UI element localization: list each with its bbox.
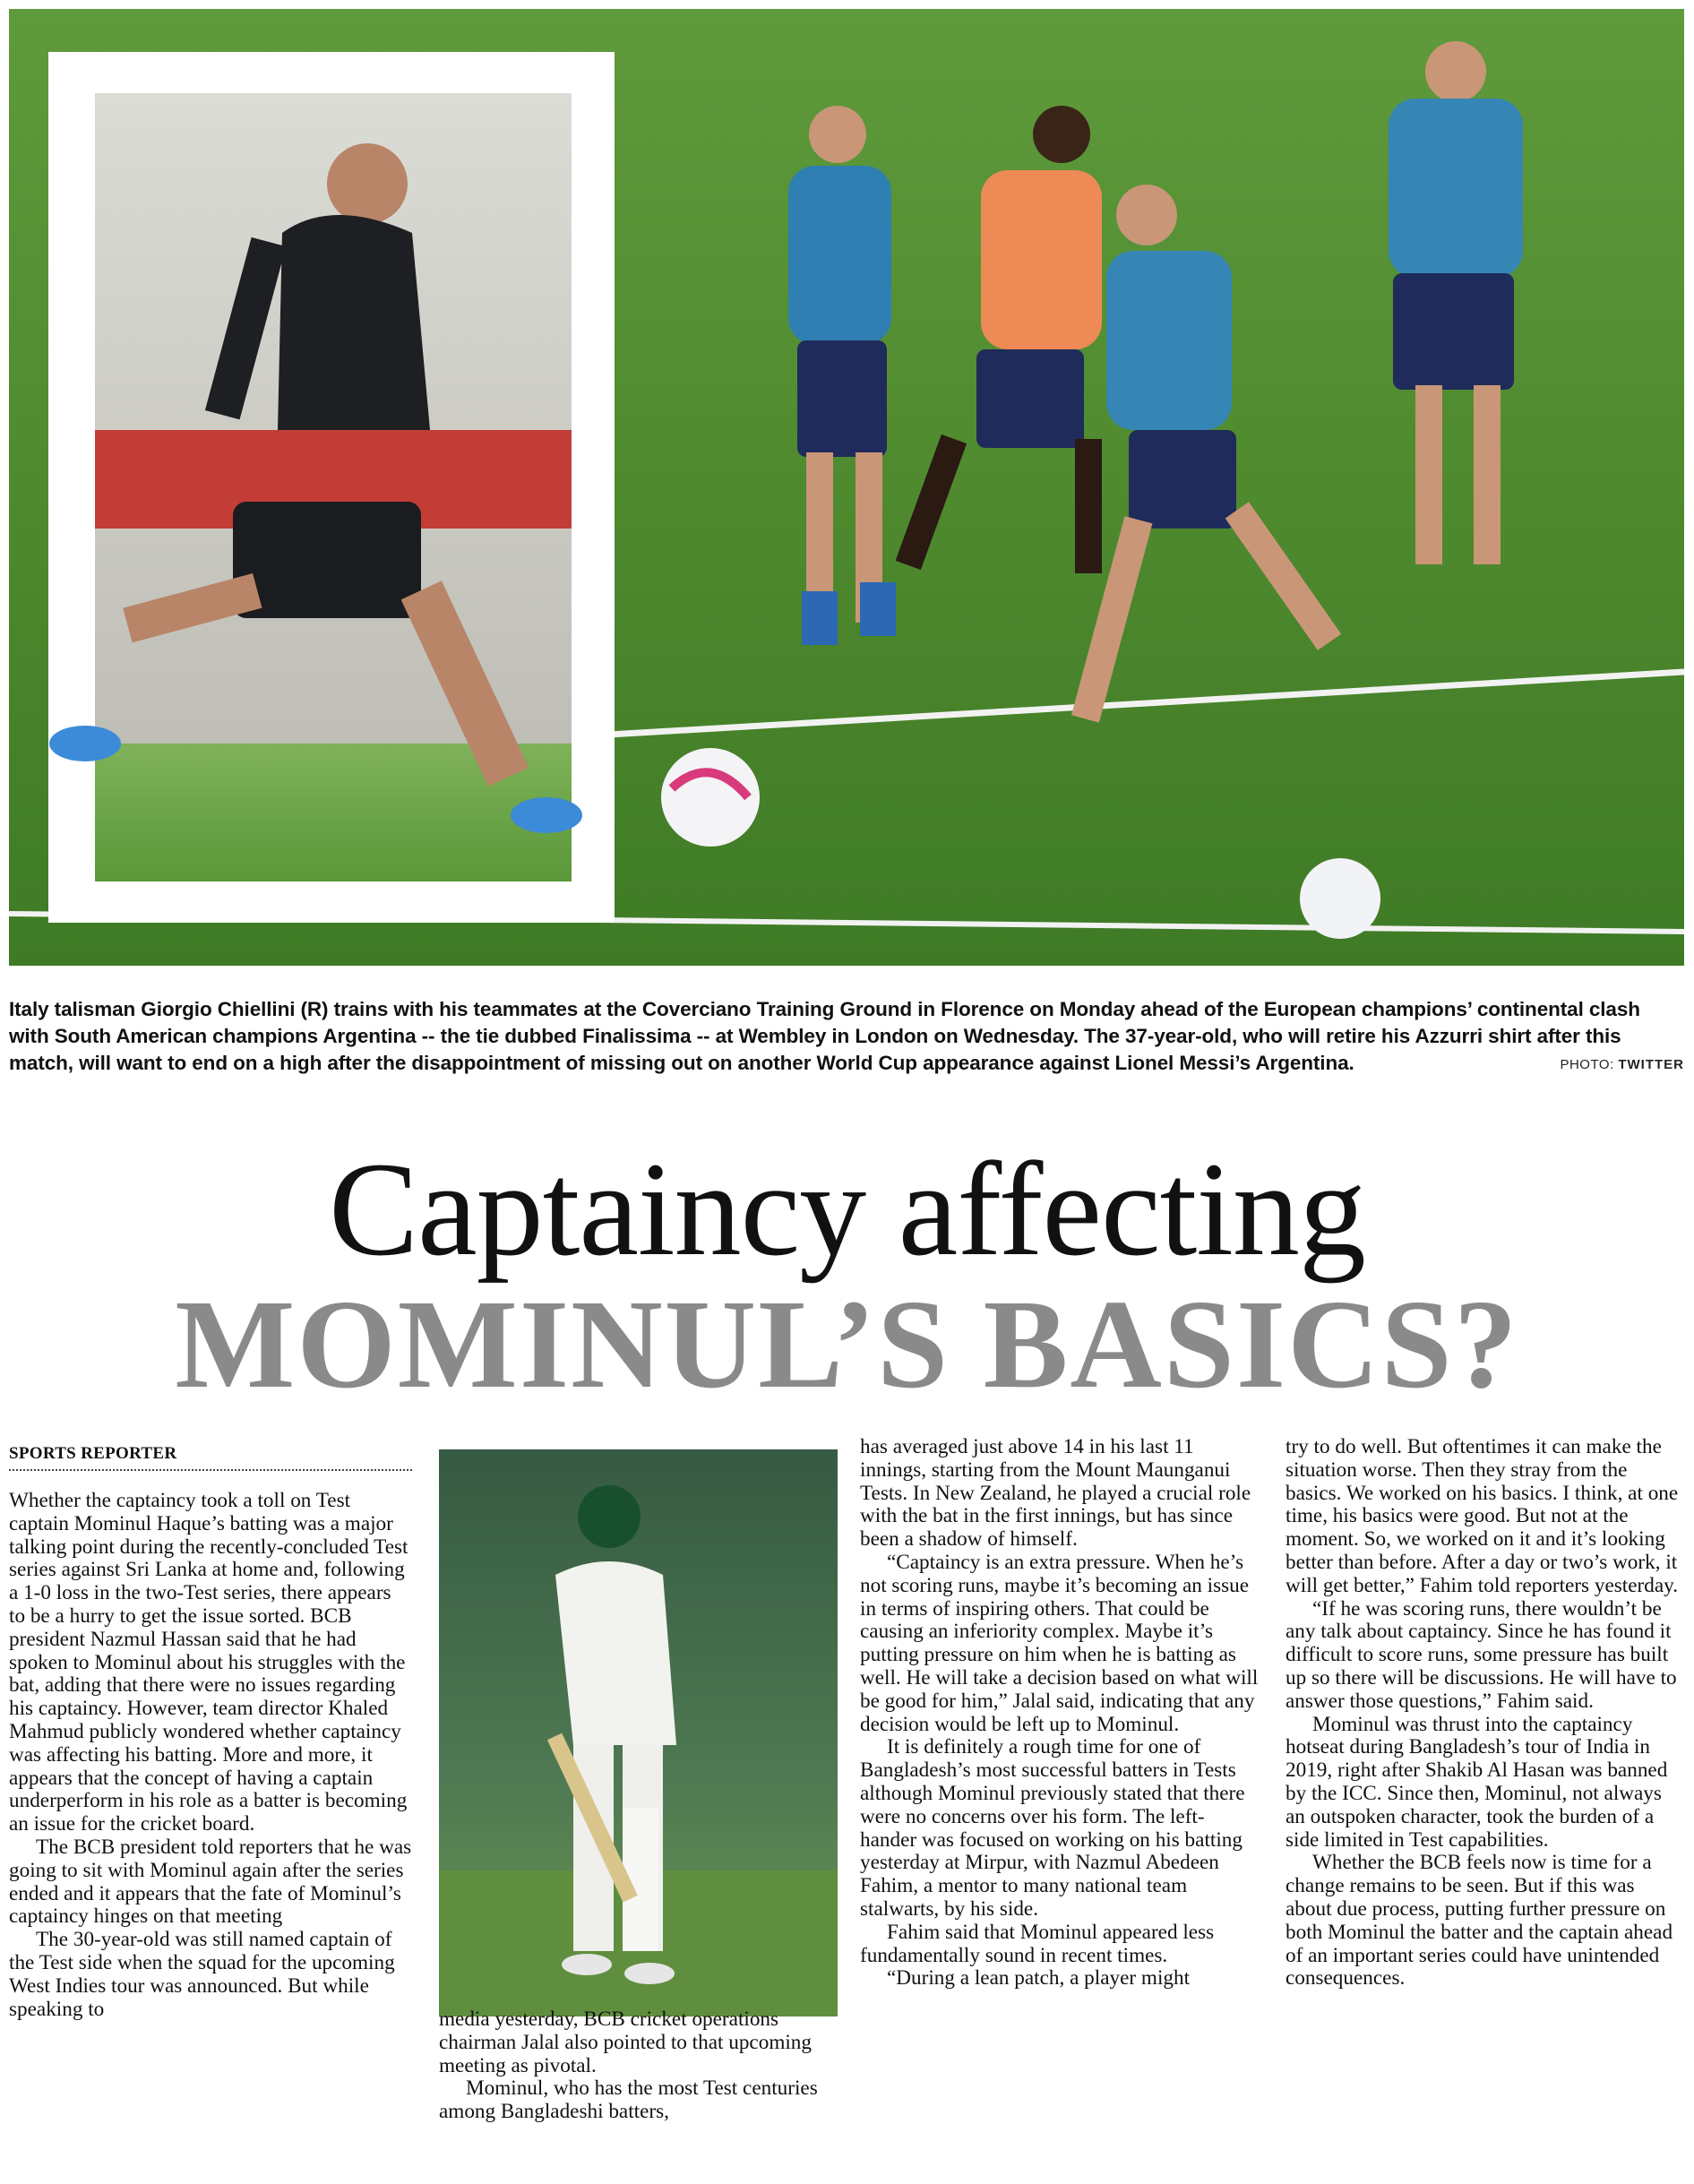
paragraph: “If he was scoring runs, there wouldn’t be any talk about captaincy. Since he has found it difficult to score runs, some pressure has built up so there will be discussions. He will have to answer those questions,” Fahim said. <box>1286 1596 1677 1713</box>
article-column-4 <box>1286 1436 1684 1991</box>
ball-2 <box>1300 858 1380 939</box>
mominul-photo <box>439 1449 838 2016</box>
paragraph: “Captaincy is an extra pressure. When he’s not scoring runs, maybe it’s becoming an issue in terms of inspiring others. That could be causing an inferiority complex. Maybe it’s putting pressure on him when he is batting as well. He will take a decision based on what will be good for him,” Jalal said, indicating that any decision would be left up to Mominul. <box>860 1550 1259 1736</box>
paragraph: It is definitely a rough time for one of Bangladesh’s most successful batters in Tests although Mominul previously stated that there were no concerns over his form. The left-hander was focused on working on his batting yesterday at Mirpur, with Nazmul Abedeen Fahim, a mentor to many national team stalwarts, by his side. <box>860 1735 1245 1921</box>
paragraph: try to do well. But oftentimes it can make the situation worse. Then they stray from the basics. We worked on his basics. I think, at one time, his basics were good. But not at the moment. So, we worked on it and it’s looking better than before. After a day or two’s work, it will get better,” Fahim told reporters yesterday. <box>1286 1435 1679 1597</box>
paragraph: The BCB president told reporters that he was going to sit with Mominul again after the series ended and it appears that the fate of Mominul’s captaincy hinges on that meeting <box>9 1835 412 1929</box>
headline-line-2: MOMINUL’S BASICS? <box>175 1273 1519 1414</box>
article-column-3 <box>860 1436 1259 1991</box>
training-photo <box>9 9 1684 966</box>
cricket-photo <box>439 1449 838 2016</box>
paragraph: Whether the BCB feels now is time for a change remains to be seen. But if this was about due process, putting further pressure on both Mominul the batter and the captain ahead of an important series could have unintended consequences. <box>1286 1851 1673 1991</box>
photo-credit <box>1560 1052 1684 1079</box>
paragraph: The 30-year-old was still named captain of the Test side when the squad for the upcoming West Indies tour was announced. But while speaking to <box>9 1928 395 2021</box>
headline-line-1: Captaincy affecting <box>329 1135 1365 1284</box>
byline: SPORTS REPORTER <box>9 1444 412 1471</box>
paragraph: has averaged just above 14 in his last 11 innings, starting from the Mount Maunganui Tests. In New Zealand, he played a crucial role with the bat in the first innings, but has since been a shadow of himself. <box>860 1435 1251 1552</box>
paragraph: Mominul, who has the most Test centuries among Bangladeshi batters, <box>439 2077 818 2124</box>
paragraph: Whether the captaincy took a toll on Test captain Mominul Haque’s batting was a major talking point during the recently-concluded Test series against Sri Lanka at home and, following a 1-0 loss in the two-Test series, there appears to be a hurry to get the issue sorted. BCB president Nazmul Hassan said that he had spoken to Mominul about his struggles with the bat, adding that there were no issues regarding his captaincy. However, team director Khaled Mahmud publicly wondered whether captaincy was affecting his batting. More and more, it appears that the concept of having a captain underperform in his role as a batter is becoming an issue for the cricket board. <box>9 1489 408 1836</box>
credit-prefix: PHOTO: <box>1560 1057 1614 1072</box>
article-column-1 <box>9 1490 412 2021</box>
paragraph: Mominul was thrust into the captaincy hotseat during Bangladesh’s tour of India in 2019, right after Shakib Al Hasan was banned by the ICC. Since then, Mominul, not always an outspoken character, took the burden of a side limited in Test capabilities. <box>1286 1712 1668 1852</box>
article-column-2 <box>439 2008 838 2124</box>
credit-source: TWITTER <box>1618 1057 1684 1072</box>
main-photo <box>9 9 1684 966</box>
paragraph: media yesterday, BCB cricket operations chairman Jalal also pointed to that upcoming meeting as pivotal. <box>439 2008 812 2077</box>
caption-text: Italy talisman Giorgio Chiellini (R) trains with his teammates at the Coverciano Training Ground in Florence on Monday ahead of the European champions’ continental clash with South American champions Argentina -- the tie dubbed Finalissima -- at Wembley in London on Wednesday. The 37-year-old, who will retire his Azzurri shirt after this match, will want to end on a high after the disappointment of missing out on another World Cup appearance against Lionel Messi’s Argentina. <box>9 998 1640 1074</box>
paragraph: Fahim said that Mominul appeared less fundamentally sound in recent times. <box>860 1920 1215 1967</box>
paragraph: “During a lean patch, a player might <box>887 1966 1191 1991</box>
photo-caption <box>9 996 1684 1077</box>
